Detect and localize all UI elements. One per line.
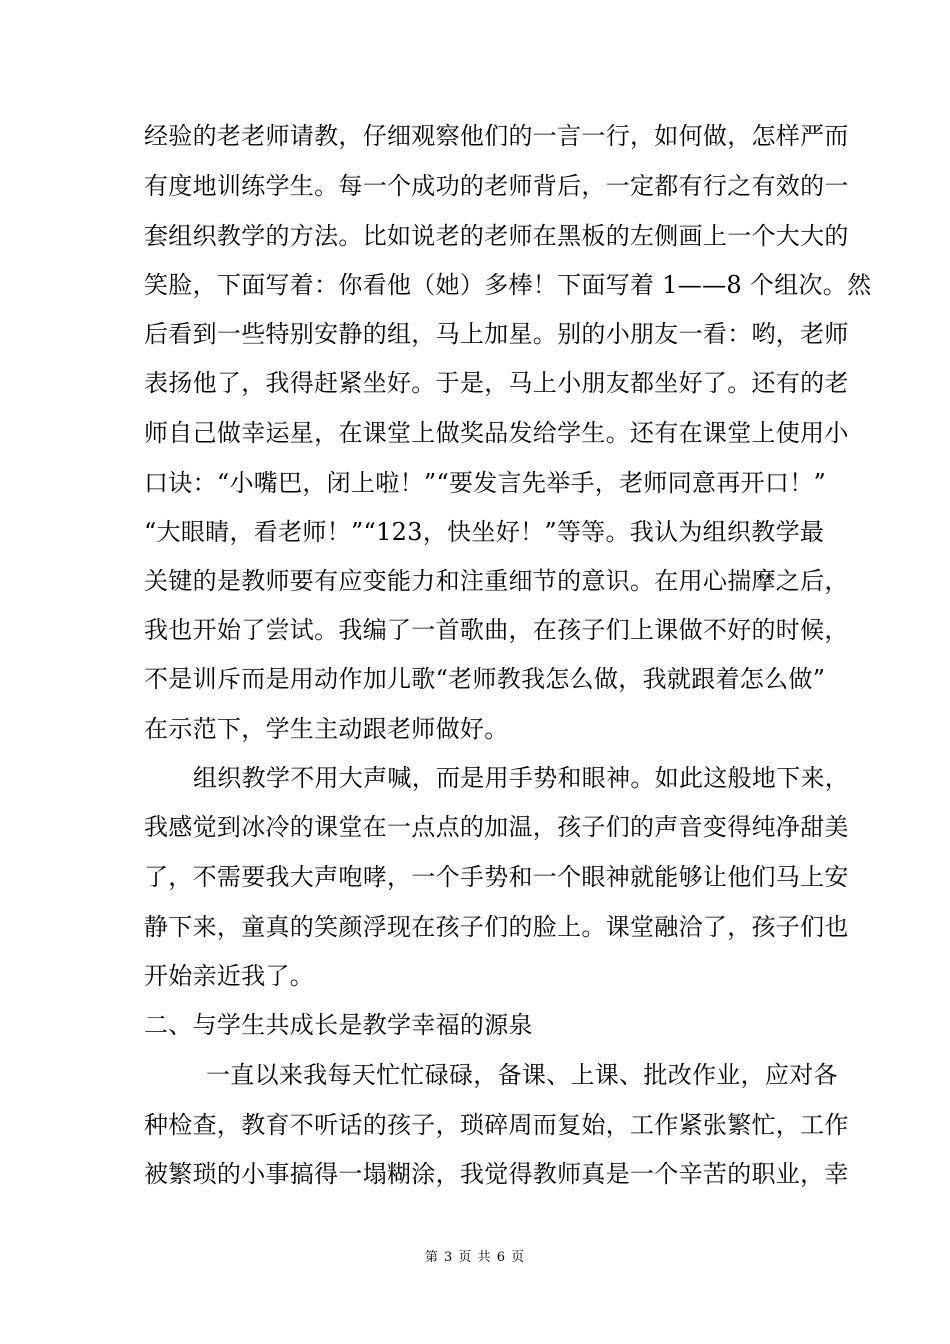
section-heading: 二、与学生共成长是教学幸福的源泉 (144, 1011, 533, 1039)
text-line: 表扬他了，我得赶紧坐好。于是，马上小朋友都坐好了。还有的老 (144, 369, 849, 397)
text-line: 后看到一些特别安静的组，马上加星。别的小朋友一看：哟，老师 (144, 320, 849, 348)
text-line: 开始亲近我了。 (144, 962, 315, 990)
text-line: 笑脸，下面写着：你看他（她）多棒！下面写着 1——8 个组次。然 (144, 271, 872, 299)
text-line: 了，不需要我大声咆哮，一个手势和一个眼神就能够让他们马上安 (144, 863, 849, 891)
text-line: 套组织教学的方法。比如说老的老师在黑板的左侧画上一个大大的 (144, 222, 849, 250)
text-line: “大眼睛，看老师！”“123，快坐好！”等等。我认为组织教学最 (144, 518, 825, 546)
page-number-footer: 第 3 页 共 6 页 (424, 1250, 526, 1265)
text-line: 我也开始了尝试。我编了一首歌曲，在孩子们上课做不好的时候， (144, 616, 849, 644)
text-line: 在示范下，学生主动跟老师做好。 (144, 715, 509, 743)
text-line: 组织教学不用大声喊，而是用手势和眼神。如此这般地下来， (193, 764, 850, 792)
text-line: 一直以来我每天忙忙碌碌，备课、上课、批改作业，应对各 (206, 1061, 838, 1089)
text-line: 静下来，童真的笑颜浮现在孩子们的脸上。课堂融洽了，孩子们也 (144, 913, 849, 941)
text-line: 有度地训练学生。每一个成功的老师背后，一定都有行之有效的一 (144, 172, 849, 200)
text-line: 关键的是教师要有应变能力和注重细节的意识。在用心揣摩之后， (144, 567, 849, 595)
text-line: 种检查，教育不听话的孩子，琐碎周而复始，工作紧张繁忙，工作 (144, 1111, 849, 1139)
text-line: 我感觉到冰冷的课堂在一点点的加温，孩子们的声音变得纯净甜美 (144, 813, 849, 841)
text-line: 师自己做幸运星，在课堂上做奖品发给学生。还有在课堂上使用小 (144, 419, 849, 447)
text-line: 经验的老老师请教，仔细观察他们的一言一行，如何做，怎样严而 (144, 122, 849, 150)
text-line: 口诀：“小嘴巴，闭上啦！”“要发言先举手，老师同意再开口！” (144, 469, 827, 497)
text-line: 不是训斥而是用动作加儿歌“老师教我怎么做，我就跟着怎么做” (144, 665, 826, 693)
text-line: 被繁琐的小事搞得一塌糊涂，我觉得教师真是一个辛苦的职业，幸 (144, 1160, 849, 1188)
